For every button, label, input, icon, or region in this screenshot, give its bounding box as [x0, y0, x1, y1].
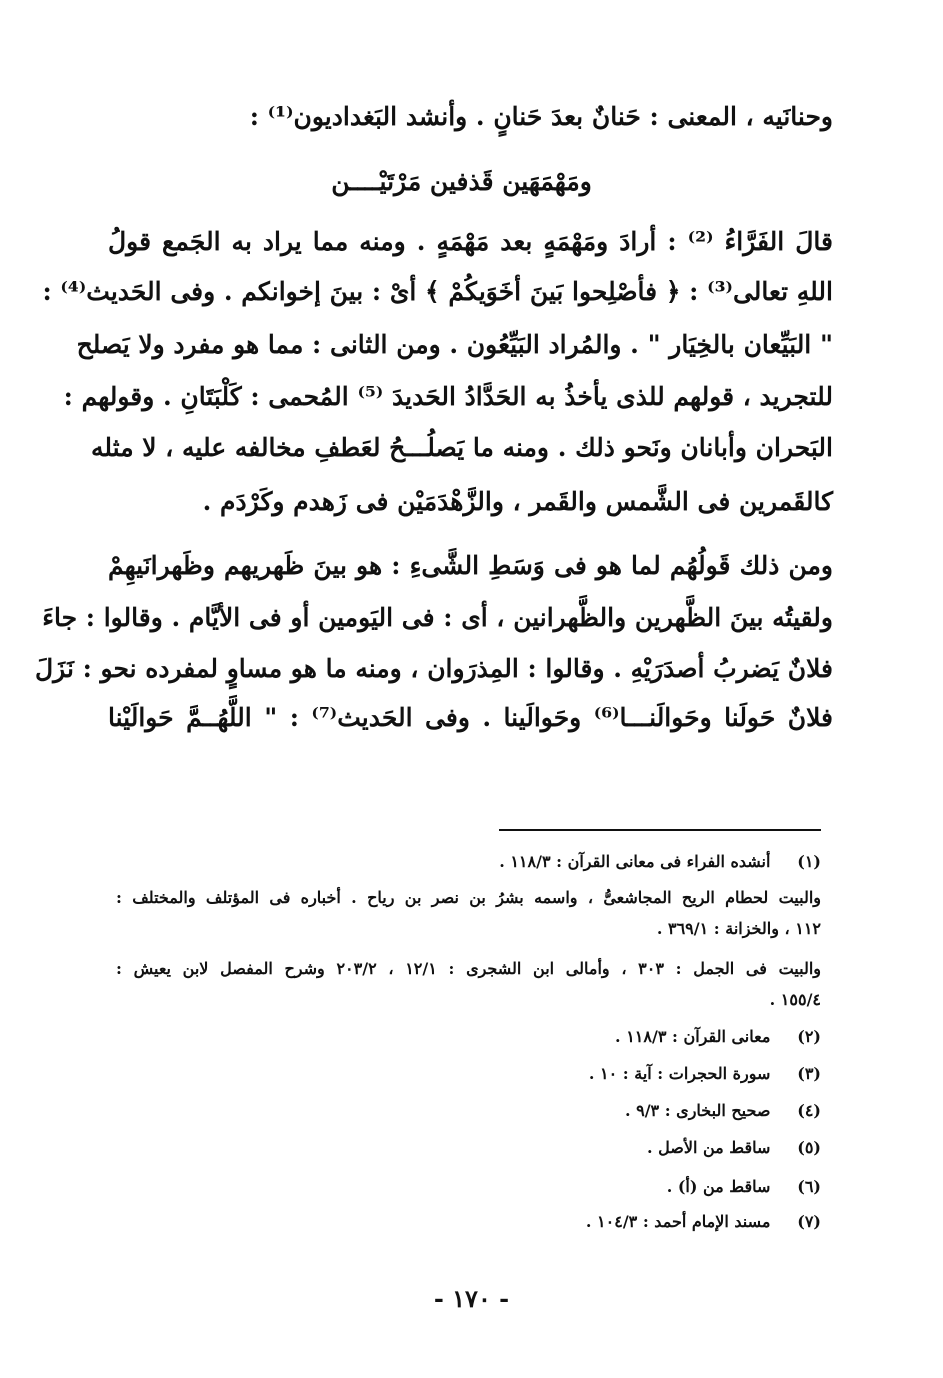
footnote-1-cont-3	[116, 954, 821, 984]
body-line-8: كالقَمرين فى الشَّمس والقَمر ، والزَّهْدَمَيْن فى زَهدم وكَرْدَم .	[202, 487, 833, 516]
footnote-text: أنشده الفراء فى معانى القرآن : ١١٨/٣ .	[499, 852, 771, 871]
footnote-text: صحيح البخارى : ٩/٣ .	[624, 1101, 771, 1120]
footnote-3	[116, 1059, 821, 1089]
footnote-2	[116, 1022, 821, 1052]
footnote-1	[116, 847, 821, 877]
footnote-text: ١١٢ ، والخزانة : ٣٦٩/١ .	[656, 919, 821, 938]
footnote-number: (٥)	[797, 1138, 821, 1157]
verse-line: ومَهْمَهَين قَذفين مَرْتَيْــــن	[331, 167, 592, 196]
footnote-text: ساقط من (أ) .	[666, 1177, 771, 1196]
footnote-number: (٢)	[797, 1027, 821, 1046]
footnote-7	[116, 1207, 821, 1237]
page-number: - ١٧٠ -	[433, 1284, 510, 1313]
footnote-number: (٤)	[797, 1101, 821, 1120]
footnote-separator	[499, 829, 821, 831]
body-line-3: قالَ الفَرَّاءُ ⁽²⁾ : أرادَ ومَهْمَهٍ بعد مَهْمَهٍ . ومنه مما يراد به الجَمع قولُ	[108, 227, 833, 256]
footnote-text: سورة الحجرات : آية : ١٠ .	[588, 1064, 771, 1083]
footnote-number: (١)	[797, 852, 821, 871]
body-line-6: للتجريد ، قولهم للذى يأخذُ به الحَدَّادُ الحَديدَ ⁽⁵⁾ المُحمى : كَلْبَتَانِ . وقولهم :	[63, 382, 833, 411]
body-line-1: وحنانَيه ، المعنى : حَنانٌ بعدَ حَنانٍ . وأنشد البَغداديون⁽¹⁾ :	[249, 102, 833, 131]
body-line-11: فلانٌ يَضربُ أصدَرَيْهِ . وقالوا : المِذرَوان ، ومنه ما هو مساوٍ لمفرده نحو : نَزَلَ	[35, 654, 833, 683]
footnote-6	[116, 1172, 821, 1202]
footnote-number: (٣)	[797, 1064, 821, 1083]
footnote-text: ساقط من الأصل .	[647, 1138, 771, 1157]
footnote-text: والبيت فى الجمل : ٣٠٣ ، وأمالى ابن الشجرى : ١٢/١ ، ٢٠٣/٢ وشرح المفصل لابن يعيش :	[116, 959, 822, 978]
body-line-7: البَحران وأبانان ونَحو ذلك . ومنه ما يَصلُـــحُ لعَطفِ مخالفه عليه ، لا مثله	[90, 433, 833, 462]
footnote-text: والبيت لحطام الريح المجاشعىُّ ، واسمه بشرُ بن نصر بن رياح . أخباره فى المؤتلف والمختلف :	[116, 888, 821, 907]
footnote-text: مسند الإمام أحمد : ١٠٤/٣ .	[585, 1212, 771, 1231]
footnote-1-cont-4	[116, 985, 821, 1015]
footnote-5	[116, 1133, 821, 1163]
footnote-1-cont-2	[116, 914, 821, 944]
footnote-4	[116, 1096, 821, 1126]
footnote-number: (٧)	[797, 1212, 821, 1231]
footnote-text: ١٥٥/٤ .	[769, 990, 821, 1009]
footnote-1-cont-1	[116, 883, 821, 913]
body-line-4: اللهِ تعالى⁽³⁾ : ﴿ فأصْلِحوا بَينَ أخَوَيكُمْ ﴾ أىْ : بينَ إخوانكم . وفى الحَديث⁽⁴⁾ :	[42, 277, 833, 306]
body-line-5: " البَيِّعان بالخِيَار " . والمُراد البَيِّعُون . ومن الثانى : مما هو مفرد ولا يَصلح	[76, 330, 833, 359]
body-line-12: فلانٌ حَولَنا وحَوالَنـــا⁽⁶⁾ وحَوالَينا . وفى الحَديث⁽⁷⁾ : " اللَّهُــمَّ حَوالَيْنا	[108, 703, 833, 732]
footnote-text: معانى القرآن : ١١٨/٣ .	[615, 1027, 771, 1046]
body-line-9: ومن ذلك قَولُهُم لما هو فى وَسَطِ الشَّىءِ : هو بينَ ظَهريهم وظَهرانَيهِمْ	[108, 551, 833, 580]
footnote-number: (٦)	[797, 1177, 821, 1196]
body-line-10: ولقيتُه بينَ الظَّهرين والظَّهرانين ، أى : فى اليَومين أو فى الأيَّام . وقالوا : جاءَ	[42, 603, 833, 632]
